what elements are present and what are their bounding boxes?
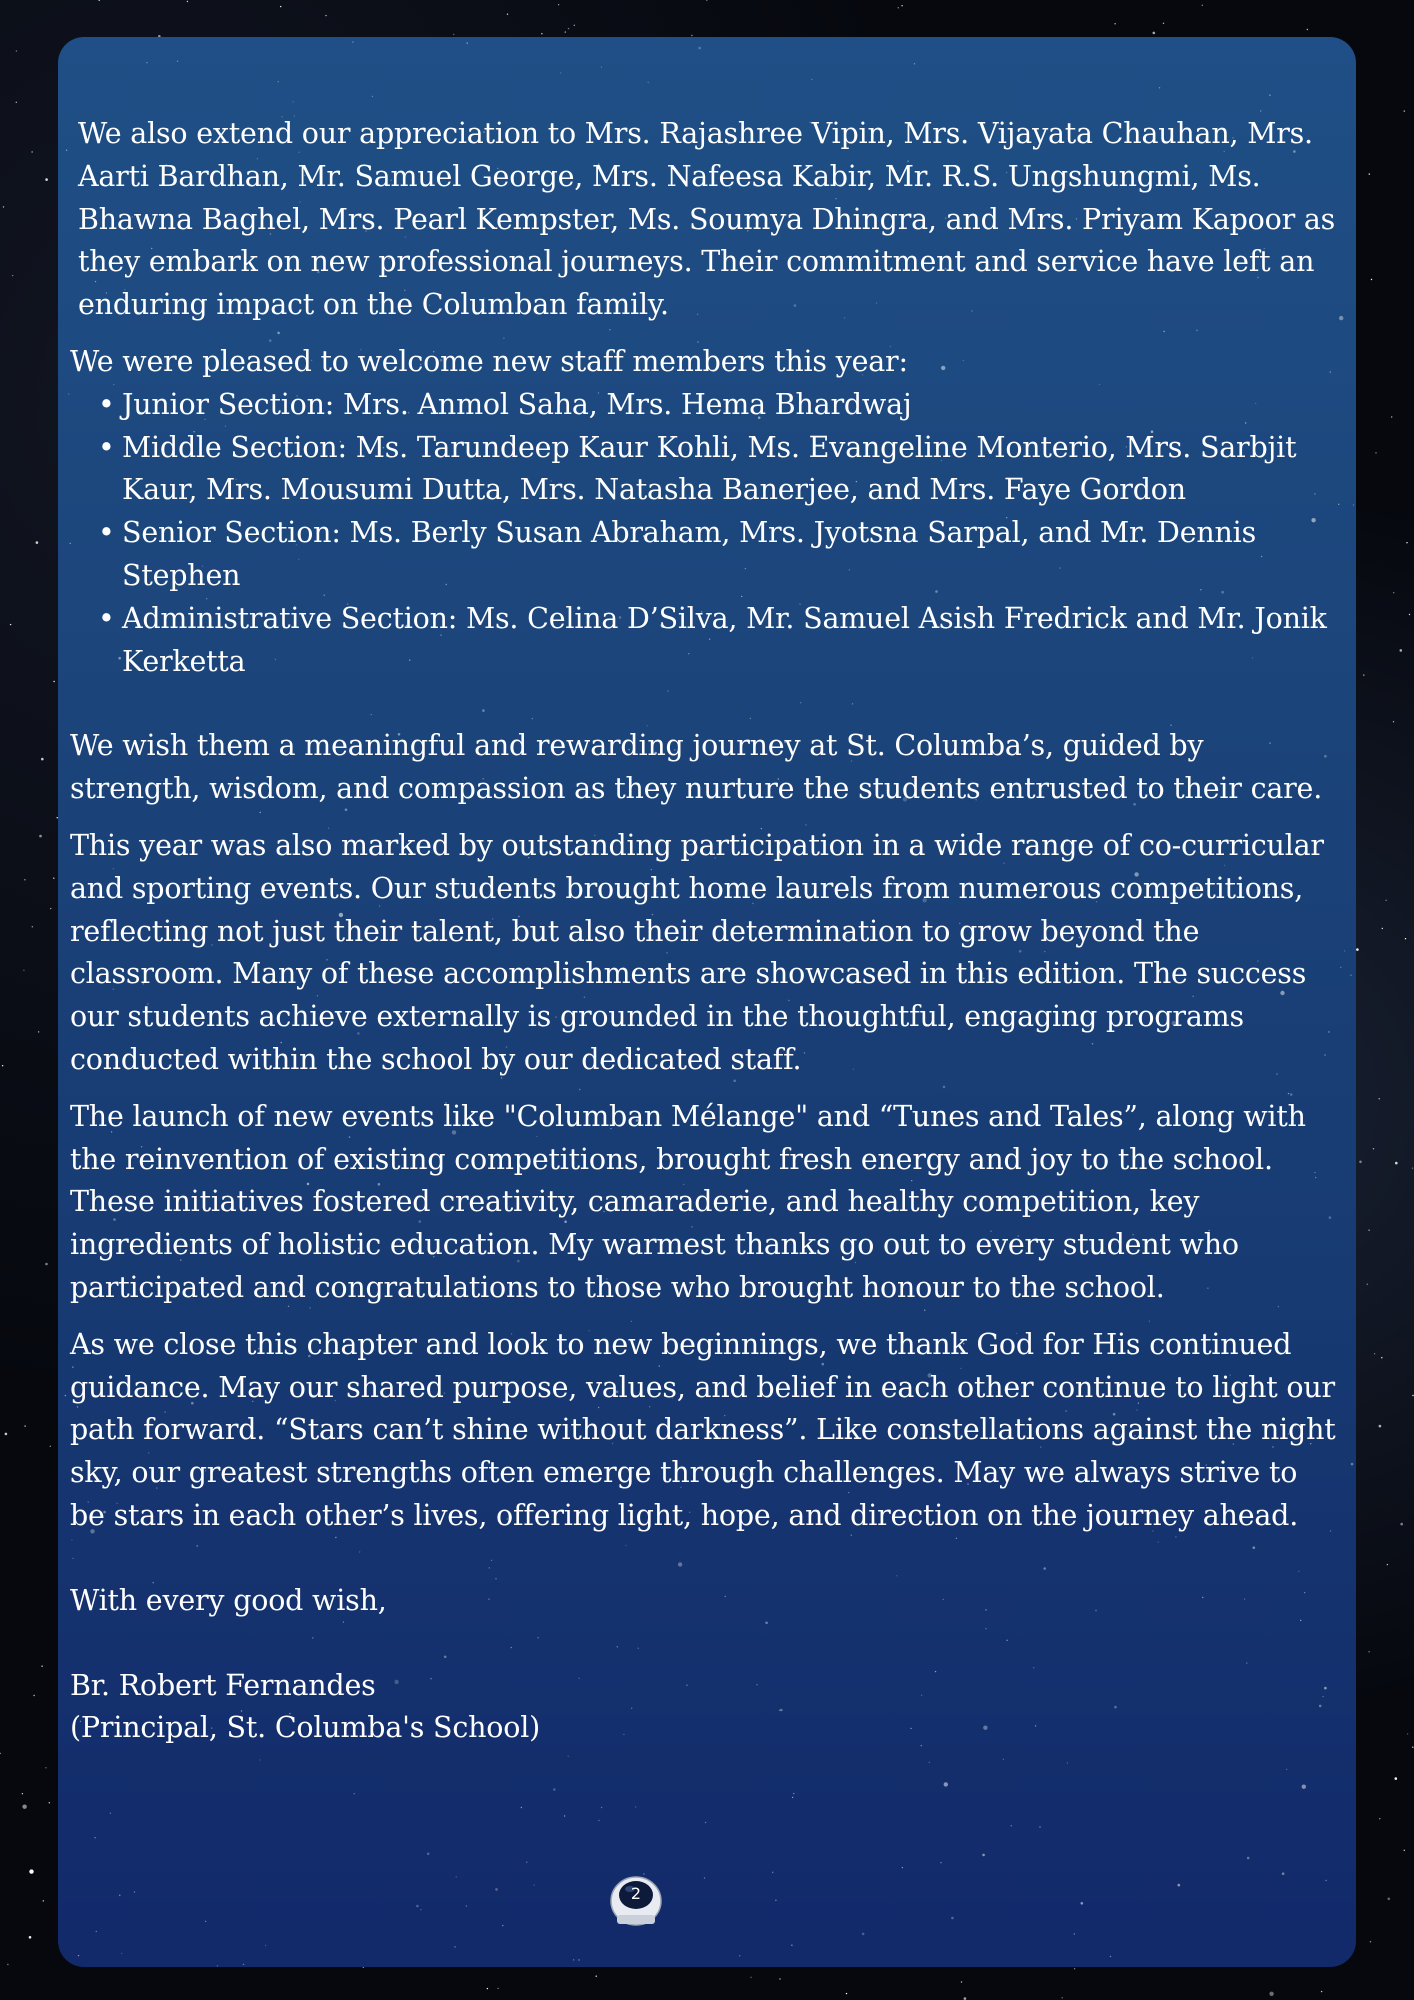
signatory-title: (Principal, St. Columba's School) [70, 1711, 541, 1745]
star [1368, 1230, 1369, 1231]
star [1074, 1968, 1075, 1969]
star [205, 1921, 206, 1922]
staff-senior-section: Senior Section: Ms. Berly Susan Abraham, Mrs. Jyotsna Sarpal, and Mr. Dennis Stephen [122, 516, 1257, 592]
star [648, 82, 649, 83]
star [944, 1782, 948, 1786]
star [16, 50, 17, 51]
star [36, 541, 39, 544]
farewell-paragraph: We also extend our appreciation to Mrs. Rajashree Vipin, Mrs. Vijayata Chauhan, Mrs. Aarti Bardhan, Mr. Samuel George, Mrs. Nafeesa Kabir, Mr. R.S. Ungshungmi, Ms. Bhawna Baghel, Mrs. Pearl Kempster, Ms. Soumya Dhingra, and Mrs. Priyam Kapoor as they embark on new professional journeys. Their commitment and service have left an enduring impact on the Columban family. [78, 117, 1336, 322]
signatory-name: Br. Robert Fernandes [70, 1668, 376, 1702]
bullet-icon: • [98, 387, 115, 421]
star [902, 1867, 903, 1868]
star [1351, 1463, 1354, 1466]
star [177, 61, 178, 62]
star [325, 15, 326, 16]
star [16, 102, 17, 103]
star [698, 47, 701, 50]
star [1379, 1098, 1380, 1099]
star [598, 1820, 599, 1821]
star [467, 42, 468, 43]
star [1081, 1902, 1084, 1905]
star [1260, 110, 1261, 111]
star [1302, 1785, 1306, 1789]
welcome-intro: We were pleased to welcome new staff members this year: [70, 344, 908, 378]
page-number: 2 [630, 1884, 642, 1903]
star [1375, 452, 1376, 453]
star [521, 1807, 522, 1808]
star [1074, 1933, 1075, 1934]
star [691, 35, 692, 36]
star [565, 31, 566, 32]
star [502, 1925, 503, 1926]
star [32, 926, 33, 927]
star [1247, 1857, 1250, 1860]
star [66, 150, 67, 151]
star [50, 1446, 51, 1447]
star [1373, 1148, 1374, 1149]
star [38, 1031, 39, 1032]
star [94, 1837, 95, 1838]
star [1269, 1992, 1273, 1996]
star [1379, 1425, 1382, 1428]
star [560, 72, 561, 73]
star [29, 1869, 33, 1873]
star [1369, 173, 1370, 174]
list-item [98, 598, 1338, 684]
star [1407, 1733, 1408, 1734]
star [454, 1946, 455, 1947]
staff-administrative-section: Administrative Section: Ms. Celina D’Silva, Mr. Samuel Asish Fredrick and Mr. Jonik Kerketta [122, 601, 1327, 678]
star [1110, 1956, 1111, 1957]
star [1011, 1825, 1012, 1826]
star [146, 62, 147, 63]
events-paragraph: The launch of new events like "Columban Mélange" and “Tunes and Tales”, along with the reinvention of existing competitions, brought fresh energy and joy to the school. These initiatives fostered creativity, camaraderie, and healthy competition, key ingredients of holistic education. My warmest thanks go out to every student who participated and congratulations to those who brought honour to the school. [70, 1099, 1306, 1304]
star [1409, 614, 1410, 615]
star [772, 1872, 773, 1873]
star [1370, 1941, 1371, 1942]
page-number-badge [608, 1871, 664, 1927]
star [278, 81, 279, 82]
star [427, 1853, 430, 1856]
star [495, 1888, 498, 1891]
star [22, 1793, 23, 1794]
star [1400, 649, 1403, 652]
star [1405, 938, 1406, 939]
star [96, 1931, 97, 1932]
staff-junior-section: Junior Section: Mrs. Anmol Saha, Mrs. Hema Bhardwaj [122, 387, 912, 421]
star [1153, 32, 1156, 35]
star [1339, 316, 1343, 320]
star [1353, 504, 1354, 505]
star [929, 1762, 930, 1763]
wish-paragraph: We wish them a meaningful and rewarding journey at St. Columba’s, guided by strength, wisdom, and compassion as they nurture the students entrusted to their care. [70, 729, 1323, 806]
star [110, 1813, 111, 1814]
star [568, 1756, 569, 1757]
star [1062, 1997, 1063, 1998]
staff-middle-section: Middle Section: Ms. Tarundeep Kaur Kohli, Ms. Evangeline Monterio, Mrs. Sarbjit Kaur, Mrs. Mousumi Dutta, Mrs. Natasha Banerjee, and Mrs. Faye Gordon [122, 430, 1297, 507]
star [507, 14, 508, 15]
star [1039, 1826, 1040, 1827]
star [1406, 542, 1407, 543]
star [635, 1806, 636, 1807]
star [534, 1885, 535, 1886]
star [1385, 900, 1386, 901]
star [775, 1900, 776, 1901]
star [1388, 1898, 1391, 1901]
star [1321, 1991, 1322, 1992]
star [280, 6, 281, 7]
star [1367, 1284, 1368, 1285]
star [558, 4, 559, 5]
star [1307, 29, 1308, 30]
star [901, 5, 902, 6]
star [811, 79, 812, 80]
star [1286, 1769, 1287, 1770]
star [372, 96, 373, 97]
star [1395, 1777, 1398, 1780]
list-item [98, 384, 1338, 427]
star [24, 879, 25, 880]
star [352, 41, 353, 42]
star [24, 1425, 25, 1426]
star [187, 1, 188, 2]
star [914, 63, 915, 64]
star [217, 1965, 218, 1966]
letter-body [70, 113, 1338, 1750]
star [5, 1433, 8, 1436]
star [1393, 592, 1394, 593]
star [134, 1891, 135, 1892]
star [119, 1895, 120, 1896]
star [45, 1263, 48, 1266]
star [541, 33, 542, 34]
star [1269, 95, 1270, 96]
star [1178, 1884, 1181, 1887]
bullet-icon: • [98, 601, 115, 635]
star [564, 1815, 565, 1816]
signoff-greeting: With every good wish, [70, 1583, 387, 1617]
bullet-icon: • [98, 516, 115, 550]
star [1344, 950, 1345, 951]
star [1412, 1395, 1413, 1396]
list-item [98, 512, 1338, 598]
star [41, 1666, 42, 1667]
star [951, 1917, 954, 1920]
star [41, 758, 44, 761]
star [453, 34, 454, 35]
star [1356, 948, 1359, 951]
star [39, 835, 42, 838]
star [793, 1793, 794, 1794]
letter-panel [58, 37, 1356, 1967]
star [1359, 1161, 1362, 1164]
star [497, 1988, 498, 1989]
star [601, 66, 602, 67]
star [791, 1945, 792, 1946]
star [1003, 1759, 1004, 1760]
star [1393, 721, 1394, 722]
star [898, 7, 899, 8]
star [99, 0, 100, 1]
star [3, 206, 4, 207]
star [1381, 1357, 1382, 1358]
star [1387, 1564, 1388, 1565]
star [1363, 674, 1364, 675]
star [293, 101, 294, 102]
closing-paragraph: As we close this chapter and look to new beginnings, we thank God for His continued guidance. May our shared purpose, values, and belief in each other continue to light our path forward. “Stars can’t shine without darkness”. Like constellations against the night sky, our greatest strengths often emerge through challenges. May we always strive to be stars in each other’s lives, offering light, hope, and direction on the journey ahead. [70, 1327, 1336, 1532]
star [1371, 279, 1372, 280]
star [78, 1955, 79, 1956]
star [705, 1822, 706, 1823]
star [1067, 1762, 1068, 1763]
star [22, 1805, 26, 1809]
star [1382, 928, 1383, 929]
star [1391, 416, 1392, 417]
star [553, 1788, 556, 1791]
star [1368, 1651, 1369, 1652]
bullet-icon: • [98, 430, 115, 464]
star [779, 1978, 780, 1979]
star [846, 1993, 847, 1994]
star [7, 1964, 8, 1965]
star [961, 1981, 962, 1982]
star [456, 1876, 457, 1877]
star [29, 1936, 32, 1939]
star [1350, 975, 1351, 976]
star [53, 878, 54, 879]
list-item [98, 427, 1338, 513]
star [1374, 1353, 1375, 1354]
star [1325, 1880, 1326, 1881]
new-staff-list [70, 384, 1338, 684]
star [1400, 1523, 1403, 1526]
star [43, 1900, 44, 1901]
star [420, 1909, 421, 1910]
star [12, 275, 13, 276]
star [354, 1793, 355, 1794]
star [1395, 1162, 1398, 1165]
star [578, 1959, 579, 1960]
star [31, 151, 32, 152]
star [487, 1988, 488, 1989]
star [1340, 967, 1341, 968]
star [574, 25, 575, 26]
star [243, 1964, 244, 1965]
star [596, 1976, 597, 1977]
star [10, 624, 11, 625]
star [601, 1807, 602, 1808]
star [53, 681, 54, 682]
star [33, 1695, 34, 1696]
star [121, 1953, 122, 1954]
star [0, 1753, 1, 1754]
star [265, 1945, 266, 1946]
star [1412, 1168, 1413, 1169]
star [49, 1802, 50, 1803]
star [940, 1862, 941, 1863]
star [573, 1959, 574, 1960]
star [65, 1395, 66, 1396]
star [1338, 504, 1339, 505]
star [1282, 1872, 1285, 1875]
star [50, 908, 51, 909]
star [23, 970, 24, 971]
star [750, 1977, 751, 1978]
star [862, 1933, 865, 1936]
star [45, 178, 48, 181]
star [704, 1877, 705, 1878]
star [2, 1065, 3, 1066]
star [416, 1905, 419, 1908]
participation-paragraph: This year was also marked by outstanding participation in a wide range of co-curricular and sporting events. Our students brought home laurels from numerous competitions, reflecting not just their talent, but also their determination to grow beyond the classroom. Many of these accomplishments are showcased in this edition. The success our students achieve externally is grounded in the thoughtful, engaging programs conducted within the school by our dedicated staff. [70, 828, 1324, 1076]
star [1159, 87, 1160, 88]
star [1379, 1818, 1380, 1819]
star [1404, 1850, 1405, 1851]
star [526, 1862, 527, 1863]
star [1202, 5, 1203, 6]
star [792, 1797, 793, 1798]
star [568, 28, 569, 29]
star [982, 1854, 985, 1857]
star [45, 1767, 46, 1768]
star [259, 1759, 260, 1760]
star [1163, 23, 1164, 24]
star [1404, 110, 1405, 111]
star [1412, 1747, 1413, 1748]
star [706, 0, 707, 1]
star [739, 1955, 740, 1956]
star [1114, 23, 1115, 24]
star [466, 1905, 467, 1906]
